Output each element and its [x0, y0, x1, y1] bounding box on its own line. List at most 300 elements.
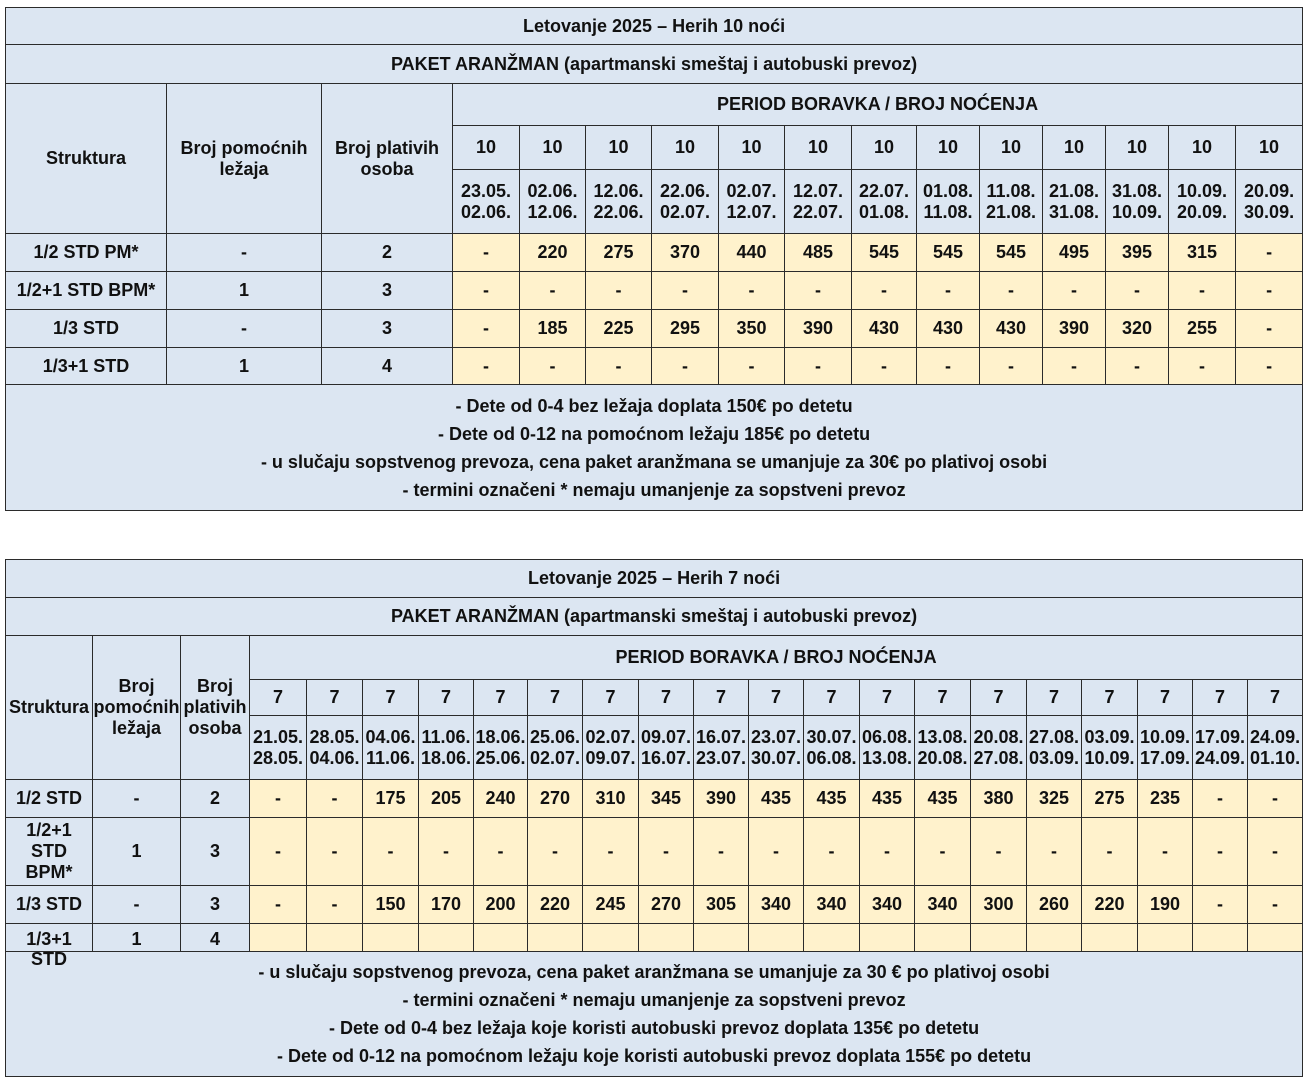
price-table-7-nights: [5, 559, 1303, 1077]
period-start: 30.07.: [806, 726, 857, 747]
table-row: [6, 310, 1303, 348]
price-cell: 495: [1043, 234, 1106, 272]
nights-cell: 10: [652, 126, 719, 170]
struktura-cell: 1/2+1 STD BPM*: [6, 272, 167, 310]
period-cell: [1236, 170, 1303, 234]
struktura-cell-text: 1/3+1 STD: [26, 928, 72, 970]
notes-cell: [6, 952, 1303, 1077]
nights-cell: 7: [639, 680, 694, 716]
period-cell: [749, 716, 804, 780]
nights-cell: 10: [1043, 126, 1106, 170]
price-cell-text: [694, 929, 748, 947]
nights-cell: 10: [1236, 126, 1303, 170]
period-cell: [1169, 170, 1236, 234]
price-cell: 220: [520, 234, 586, 272]
price-cell-text: [419, 929, 473, 947]
pomocni-cell: -: [167, 234, 322, 272]
nights-cell: 7: [1027, 680, 1082, 716]
price-cell: [419, 924, 474, 952]
price-cell: -: [860, 818, 915, 886]
price-cell: [250, 924, 307, 952]
period-cell: [583, 716, 639, 780]
price-cell: 305: [694, 886, 749, 924]
price-cell: -: [1236, 234, 1303, 272]
price-cell: -: [250, 818, 307, 886]
price-cell: -: [1248, 886, 1303, 924]
price-cell-text: [1027, 929, 1081, 947]
table-row: [6, 234, 1303, 272]
price-cell: 255: [1169, 310, 1236, 348]
period-end: 24.09.: [1194, 747, 1246, 768]
price-cell: [363, 924, 419, 952]
table-row: [6, 780, 1303, 818]
note-line: - u slučaju sopstvenog prevoza, cena paket aranžmana se umanjuje za 30€ po plativoj osobi: [260, 451, 1048, 472]
period-cell: [1082, 716, 1138, 780]
price-cell: -: [1236, 348, 1303, 385]
period-end: 25.06.: [475, 747, 526, 768]
period-start: 02.07.: [726, 180, 777, 201]
platni-cell: 3: [181, 818, 250, 886]
nights-cell: 7: [694, 680, 749, 716]
price-cell: 435: [860, 780, 915, 818]
price-cell: 190: [1138, 886, 1193, 924]
period-start: 23.07.: [750, 726, 802, 747]
price-cell: 320: [1106, 310, 1169, 348]
table-row: [6, 272, 1303, 310]
period-cell: [652, 170, 719, 234]
period-cell: [363, 716, 419, 780]
price-cell-text: [1248, 929, 1302, 947]
period-start: 11.06.: [421, 726, 471, 747]
price-cell: -: [453, 272, 520, 310]
period-start: 27.08.: [1028, 726, 1080, 747]
nights-cell: 10: [917, 126, 980, 170]
period-start: 01.08.: [922, 180, 974, 201]
period-end: 01.08.: [858, 201, 910, 222]
price-cell: [1193, 924, 1248, 952]
price-cell: -: [1082, 818, 1138, 886]
period-end: 10.09.: [1084, 747, 1135, 768]
nights-cell: 10: [852, 126, 917, 170]
period-start: 16.07.: [695, 726, 747, 747]
price-cell: -: [1236, 272, 1303, 310]
price-cell: -: [1169, 272, 1236, 310]
price-cell: [583, 924, 639, 952]
nights-cell: 10: [980, 126, 1043, 170]
price-cell-text: [307, 929, 362, 947]
period-start: 18.06.: [475, 726, 526, 747]
price-cell: 390: [1043, 310, 1106, 348]
price-cell: -: [719, 348, 785, 385]
period-end: 28.05.: [252, 747, 304, 768]
price-cell: [1248, 924, 1303, 952]
period-end: 13.08.: [861, 747, 913, 768]
period-end: 30.07.: [750, 747, 802, 768]
period-end: 22.07.: [792, 201, 844, 222]
price-cell: -: [419, 818, 474, 886]
price-cell: -: [528, 818, 583, 886]
price-cell: -: [586, 272, 652, 310]
price-cell: 545: [980, 234, 1043, 272]
price-cell: 340: [915, 886, 971, 924]
price-cell: 390: [785, 310, 852, 348]
nights-cell: 10: [1169, 126, 1236, 170]
price-cell-text: [915, 929, 970, 947]
pomocni-cell: -: [93, 886, 181, 924]
price-cell: -: [852, 348, 917, 385]
price-cell-text: [528, 929, 582, 947]
price-cell: [860, 924, 915, 952]
period-cell: [639, 716, 694, 780]
nights-cell: 7: [1138, 680, 1193, 716]
price-cell: 395: [1106, 234, 1169, 272]
period-cell: [1027, 716, 1082, 780]
period-cell: [250, 716, 307, 780]
price-cell: [915, 924, 971, 952]
price-cell: -: [749, 818, 804, 886]
nights-cell: 7: [1193, 680, 1248, 716]
header-broj-pomocnih: Broj pomoćnih ležaja: [93, 636, 181, 780]
struktura-cell: 1/2 STD PM*: [6, 234, 167, 272]
header-period: PERIOD BORAVKA / BROJ NOĆENJA: [453, 84, 1303, 126]
nights-cell: 10: [453, 126, 520, 170]
price-cell: -: [915, 818, 971, 886]
price-cell: [307, 924, 363, 952]
period-end: 06.08.: [806, 747, 857, 768]
price-cell: 370: [652, 234, 719, 272]
period-start: 03.09.: [1084, 726, 1135, 747]
nights-cell: 10: [719, 126, 785, 170]
price-cell: 430: [980, 310, 1043, 348]
period-end: 12.06.: [527, 201, 578, 222]
table-row: [6, 348, 1303, 385]
price-cell: -: [474, 818, 528, 886]
price-cell-text: [804, 929, 859, 947]
price-cell: 430: [852, 310, 917, 348]
period-start: 02.07.: [585, 726, 636, 747]
period-end: 10.09.: [1111, 201, 1163, 222]
period-start: 22.07.: [858, 180, 910, 201]
price-cell-text: [860, 929, 914, 947]
header-period: PERIOD BORAVKA / BROJ NOĆENJA: [250, 636, 1303, 680]
price-cell: 350: [719, 310, 785, 348]
price-cell: 205: [419, 780, 474, 818]
price-cell: 170: [419, 886, 474, 924]
price-cell: 340: [860, 886, 915, 924]
nights-cell: 7: [250, 680, 307, 716]
price-cell: 340: [804, 886, 860, 924]
nights-cell: 10: [1106, 126, 1169, 170]
period-end: 20.08.: [917, 747, 968, 768]
struktura-cell: 1/3 STD: [6, 310, 167, 348]
price-cell: 275: [1082, 780, 1138, 818]
header-broj-pomocnih: Broj pomoćnih ležaja: [167, 84, 322, 234]
price-cell: 235: [1138, 780, 1193, 818]
table-row: [6, 924, 1303, 952]
period-start: 21.05.: [252, 726, 304, 747]
note-line: - termini označeni * nemaju umanjenje za sopstveni prevoz: [402, 990, 906, 1010]
period-cell: [804, 716, 860, 780]
period-end: 09.07.: [585, 747, 636, 768]
period-end: 21.08.: [985, 201, 1037, 222]
period-start: 24.09.: [1250, 726, 1301, 747]
price-cell: -: [307, 886, 363, 924]
price-cell: -: [980, 272, 1043, 310]
period-cell: [453, 170, 520, 234]
period-end: 18.06.: [420, 747, 472, 768]
nights-cell: 7: [860, 680, 915, 716]
price-cell-text: [1138, 929, 1192, 947]
nights-cell: 7: [528, 680, 583, 716]
price-cell: -: [852, 272, 917, 310]
price-cell: -: [1027, 818, 1082, 886]
price-cell: 435: [915, 780, 971, 818]
period-end: 20.09.: [1176, 201, 1228, 222]
price-cell: -: [1193, 780, 1248, 818]
price-cell: -: [785, 272, 852, 310]
nights-cell: 7: [1082, 680, 1138, 716]
price-cell-text: [363, 929, 418, 947]
platni-cell: 4: [322, 348, 453, 385]
period-start: 11.08.: [986, 180, 1036, 201]
price-cell: -: [453, 348, 520, 385]
price-cell: -: [586, 348, 652, 385]
period-start: 25.06.: [529, 726, 581, 747]
period-cell: [915, 716, 971, 780]
price-cell: 380: [971, 780, 1027, 818]
nights-cell: 7: [915, 680, 971, 716]
table-title: Letovanje 2025 – Herih 10 noći: [6, 8, 1303, 45]
period-cell: [1138, 716, 1193, 780]
period-end: 16.07.: [640, 747, 692, 768]
period-end: 11.08.: [923, 201, 973, 222]
pomocni-cell: 1: [167, 348, 322, 385]
header-struktura: Struktura: [6, 636, 93, 780]
price-cell: 245: [583, 886, 639, 924]
price-cell: 485: [785, 234, 852, 272]
note-line: - Dete od 0-12 na pomoćnom ležaju 185€ po detetu: [438, 423, 871, 444]
period-cell: [1248, 716, 1303, 780]
price-cell: 270: [639, 886, 694, 924]
price-cell: [971, 924, 1027, 952]
price-cell: -: [1248, 818, 1303, 886]
period-end: 30.09.: [1244, 201, 1295, 222]
header-broj-plativih: Broj plativih osoba: [181, 636, 250, 780]
period-start: 12.06.: [593, 180, 644, 201]
platni-cell: 2: [181, 780, 250, 818]
period-end: 27.08.: [973, 747, 1024, 768]
notes-row: [6, 952, 1303, 1077]
period-end: 23.07.: [695, 747, 747, 768]
price-cell: [474, 924, 528, 952]
price-cell: -: [1043, 272, 1106, 310]
period-start: 21.08.: [1048, 180, 1100, 201]
price-cell: -: [652, 348, 719, 385]
period-start: 06.08.: [861, 726, 913, 747]
price-cell: -: [583, 818, 639, 886]
period-start: 04.06.: [365, 726, 416, 747]
period-end: 17.09.: [1139, 747, 1191, 768]
period-cell: [785, 170, 852, 234]
period-start: 23.05.: [460, 180, 512, 201]
price-cell: -: [307, 818, 363, 886]
price-cell: 300: [971, 886, 1027, 924]
platni-cell-text: 4: [209, 928, 220, 949]
price-table-10-nights: [5, 7, 1303, 511]
nights-cell: 7: [307, 680, 363, 716]
period-cell: [586, 170, 652, 234]
period-start: 22.06.: [659, 180, 711, 201]
price-cell-text: [749, 929, 803, 947]
notes-cell: [6, 385, 1303, 511]
price-cell-text: [474, 929, 527, 947]
table-row: [6, 886, 1303, 924]
platni-cell: 3: [322, 272, 453, 310]
price-cell: -: [719, 272, 785, 310]
price-cell: 200: [474, 886, 528, 924]
price-cell: -: [1106, 348, 1169, 385]
period-cell: [971, 716, 1027, 780]
header-broj-plativih: Broj plativih osoba: [322, 84, 453, 234]
period-cell: [474, 716, 528, 780]
platni-cell: 3: [181, 886, 250, 924]
period-end: 01.10.: [1250, 747, 1301, 768]
price-cell: 545: [917, 234, 980, 272]
price-cell: -: [917, 348, 980, 385]
pomocni-cell: -: [167, 310, 322, 348]
price-cell: -: [1193, 886, 1248, 924]
price-cell: -: [785, 348, 852, 385]
price-cell: [804, 924, 860, 952]
price-cell: [528, 924, 583, 952]
price-cell: 390: [694, 780, 749, 818]
price-cell: 345: [639, 780, 694, 818]
period-cell: [917, 170, 980, 234]
nights-cell: 10: [520, 126, 586, 170]
price-cell: -: [453, 310, 520, 348]
notes-row: [6, 385, 1303, 511]
price-cell: -: [652, 272, 719, 310]
price-cell: [749, 924, 804, 952]
price-cell: -: [917, 272, 980, 310]
price-cell: -: [1169, 348, 1236, 385]
nights-cell: 7: [749, 680, 804, 716]
table-row: [6, 818, 1303, 886]
nights-cell: 7: [583, 680, 639, 716]
note-line: - Dete od 0-12 na pomoćnom ležaju koje koristi autobuski prevoz doplata 155€ po detetu: [276, 1046, 1032, 1066]
price-cell: 185: [520, 310, 586, 348]
price-cell: [694, 924, 749, 952]
price-cell: -: [1236, 310, 1303, 348]
period-end: 11.06.: [365, 747, 416, 768]
period-start: 17.09.: [1194, 726, 1246, 747]
price-cell-text: [1193, 929, 1247, 947]
price-cell: -: [1138, 818, 1193, 886]
period-end: 03.09.: [1028, 747, 1080, 768]
struktura-cell: [6, 924, 93, 970]
period-cell: [307, 716, 363, 780]
period-cell: [520, 170, 586, 234]
period-end: 02.07.: [659, 201, 711, 222]
price-cell: -: [694, 818, 749, 886]
pomocni-cell: 1: [93, 818, 181, 886]
period-start: 02.06.: [527, 180, 578, 201]
nights-cell: 7: [419, 680, 474, 716]
price-cell: 225: [586, 310, 652, 348]
pomocni-cell: -: [93, 780, 181, 818]
period-start: 12.07.: [792, 180, 844, 201]
struktura-cell: 1/3 STD: [6, 886, 93, 924]
period-end: 02.06.: [460, 201, 512, 222]
period-start: 10.09.: [1139, 726, 1191, 747]
price-cell: 440: [719, 234, 785, 272]
period-start: 13.08.: [917, 726, 968, 747]
price-cell: -: [1106, 272, 1169, 310]
period-start: 09.07.: [640, 726, 692, 747]
period-cell: [1106, 170, 1169, 234]
period-start: 31.08.: [1111, 180, 1163, 201]
struktura-cell: 1/3+1 STD: [6, 348, 167, 385]
note-line: - u slučaju sopstvenog prevoza, cena paket aranžmana se umanjuje za 30 € po plativoj osobi: [258, 962, 1050, 982]
price-cell: -: [1193, 818, 1248, 886]
pomocni-cell-text: 1: [131, 928, 142, 949]
price-cell: -: [520, 272, 586, 310]
period-cell: [419, 716, 474, 780]
period-cell: [980, 170, 1043, 234]
nights-cell: 7: [971, 680, 1027, 716]
price-cell-text: [583, 929, 638, 947]
price-cell-text: [1082, 929, 1137, 947]
platni-cell: 3: [322, 310, 453, 348]
period-start: 20.08.: [973, 726, 1024, 747]
period-end: 31.08.: [1048, 201, 1100, 222]
period-cell: [1043, 170, 1106, 234]
price-cell: 270: [528, 780, 583, 818]
struktura-cell: 1/2+1 STD BPM*: [6, 818, 93, 886]
table-title: Letovanje 2025 – Herih 7 noći: [6, 560, 1303, 598]
price-cell: 315: [1169, 234, 1236, 272]
price-cell: 435: [804, 780, 860, 818]
header-struktura: Struktura: [6, 84, 167, 234]
price-cell: 150: [363, 886, 419, 924]
period-end: 04.06.: [309, 747, 360, 768]
price-cell: 260: [1027, 886, 1082, 924]
pomocni-cell: [93, 924, 181, 952]
table-subtitle: PAKET ARANŽMAN (apartmanski smeštaj i autobuski prevoz): [6, 45, 1303, 84]
nights-cell: 7: [363, 680, 419, 716]
price-cell: 240: [474, 780, 528, 818]
period-cell: [528, 716, 583, 780]
struktura-cell: 1/2 STD: [6, 780, 93, 818]
note-line: - Dete od 0-4 bez ležaja koje koristi autobuski prevoz doplata 135€ po detetu: [328, 1018, 980, 1038]
period-cell: [1193, 716, 1248, 780]
price-cell: -: [980, 348, 1043, 385]
price-cell: -: [363, 818, 419, 886]
pomocni-cell: 1: [167, 272, 322, 310]
nights-cell: 7: [804, 680, 860, 716]
table-subtitle: PAKET ARANŽMAN (apartmanski smeštaj i autobuski prevoz): [6, 598, 1303, 636]
price-cell-text: [250, 929, 306, 947]
price-cell: 340: [749, 886, 804, 924]
price-cell: [1082, 924, 1138, 952]
platni-cell: 2: [322, 234, 453, 272]
period-end: 12.07.: [726, 201, 777, 222]
price-cell: 325: [1027, 780, 1082, 818]
price-cell: -: [250, 780, 307, 818]
note-line: - Dete od 0-4 bez ležaja doplata 150€ po detetu: [455, 395, 853, 416]
period-start: 20.09.: [1244, 180, 1295, 201]
nights-cell: 10: [586, 126, 652, 170]
